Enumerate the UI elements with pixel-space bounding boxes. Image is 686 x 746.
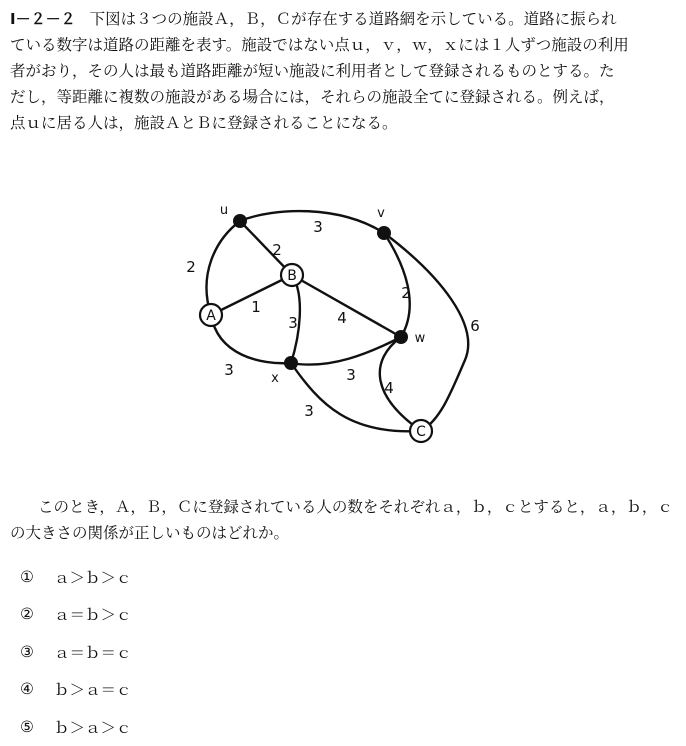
edge-label-x-C: 3 — [304, 402, 314, 420]
problem-line-1: Ⅰ－２－２ 下図は３つの施設Ａ，Ｂ，Ｃが存在する道路網を示している。道路に振られ — [10, 10, 617, 28]
road-x-C — [291, 363, 421, 431]
road-x-w — [291, 337, 401, 365]
choice-number: ② — [20, 605, 34, 624]
edge-label-u-v: 3 — [313, 218, 323, 236]
node-x-label: x — [271, 371, 279, 386]
question-line-1: このとき，Ａ，Ｂ，Ｃに登録されている人の数をそれぞれａ，ｂ，ｃとすると，ａ，ｂ，ｃ — [38, 498, 673, 516]
road-A-x — [211, 315, 291, 363]
problem-statement — [10, 6, 678, 136]
node-w-label: w — [414, 331, 426, 346]
problem-line-4: だし，等距離に複数の施設がある場合には，それらの施設全てに登録される。例えば， — [10, 88, 615, 106]
road-B-w — [292, 275, 401, 337]
problem-id: Ⅰ－２－２ — [10, 10, 76, 28]
edge-label-A-x: 3 — [224, 361, 234, 379]
edge-label-x-w: 3 — [346, 366, 356, 384]
choice-1[interactable] — [20, 558, 132, 596]
road-network-diagram — [180, 195, 500, 455]
choice-text: ａ＞ｂ＞ｃ — [54, 568, 132, 587]
facility-B-label: B — [287, 268, 297, 284]
choice-3[interactable] — [20, 633, 132, 671]
facility-C-label: C — [416, 424, 426, 440]
question-line-2: の大きさの関係が正しいものはどれか。 — [10, 524, 290, 542]
node-v — [377, 226, 391, 240]
road-u-v — [240, 211, 384, 233]
choice-text: ｂ＞ａ＝ｃ — [54, 681, 132, 700]
choice-number: ④ — [20, 680, 34, 699]
road-u-A — [207, 221, 240, 315]
problem-line-2: ている数字は道路の距離を表す。施設ではない点ｕ，ｖ，ｗ，ｘには１人ずつ施設の利用 — [10, 36, 629, 54]
choice-2[interactable] — [20, 596, 132, 634]
choice-text: ａ＝ｂ＞ｃ — [54, 606, 132, 625]
edge-label-w-C: 4 — [384, 379, 394, 397]
node-x — [284, 356, 298, 370]
edge-label-v-w: 2 — [401, 284, 411, 302]
node-u — [233, 214, 247, 228]
choice-4[interactable] — [20, 671, 132, 709]
edge-label-v-C: 6 — [470, 317, 480, 335]
problem-line-3: 者がおり，その人は最も道路距離が短い施設に利用者として登録されるものとする。た — [10, 62, 615, 80]
edge-label-A-B: 1 — [251, 298, 261, 316]
edge-label-B-w: 4 — [337, 309, 347, 327]
choice-number: ① — [20, 567, 34, 586]
edge-label-u-A: 2 — [186, 258, 196, 276]
answer-choices — [20, 558, 132, 746]
node-u-label: u — [219, 203, 229, 218]
facility-A-label: A — [206, 308, 216, 324]
choice-number: ⑤ — [20, 717, 34, 736]
node-v-label: v — [377, 206, 385, 221]
problem-line-5: 点ｕに居る人は，施設ＡとＢに登録されることになる。 — [10, 114, 398, 132]
choice-text: ｂ＞ａ＞ｃ — [54, 718, 132, 737]
node-w — [394, 330, 408, 344]
edge-label-B-x: 3 — [288, 314, 298, 332]
choice-5[interactable] — [20, 708, 132, 746]
choice-text: ａ＝ｂ＝ｃ — [54, 643, 132, 662]
question-text — [10, 494, 678, 546]
choice-number: ③ — [20, 642, 34, 661]
edge-label-u-B: 2 — [272, 241, 282, 259]
